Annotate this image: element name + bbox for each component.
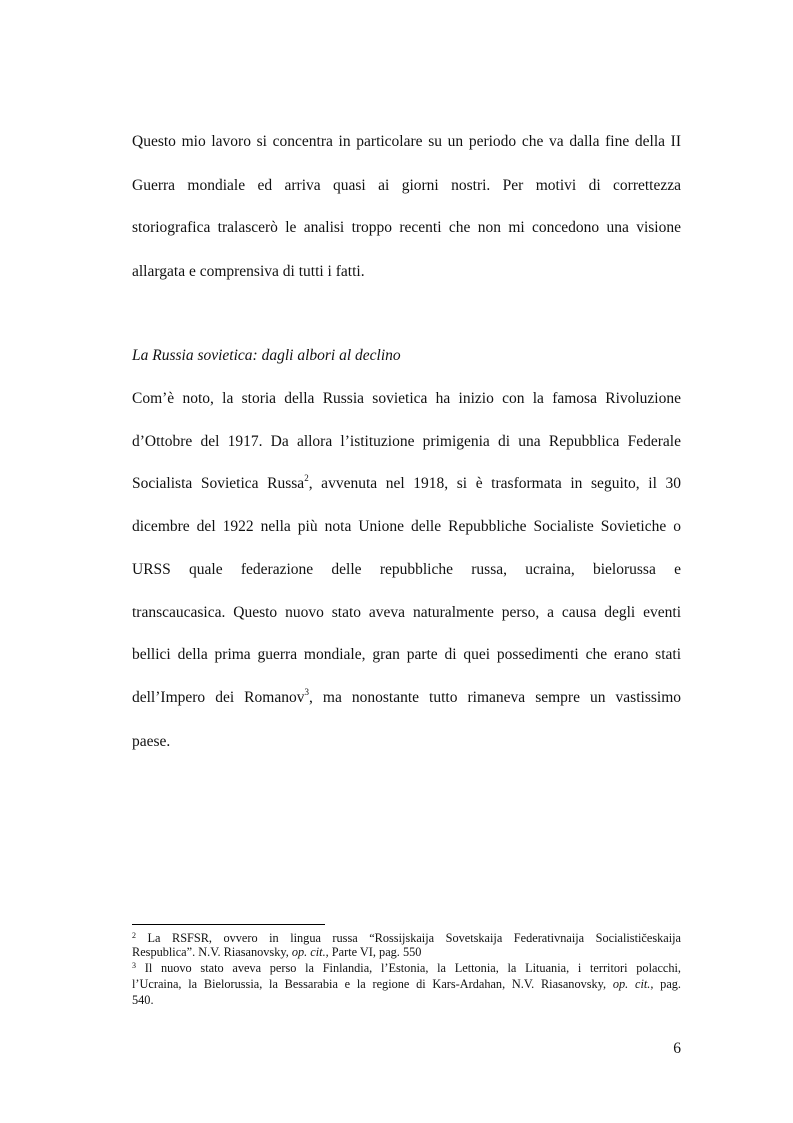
paragraph2-line-7: bellici della prima guerra mondiale, gran parte di quei possedimenti che erano stati: [132, 646, 681, 663]
paragraph2-line-8: [132, 688, 681, 708]
footnote-3-line-2: [132, 978, 681, 992]
paragraph2-line-1: Com’è noto, la storia della Russia sovietica ha inizio con la famosa Rivoluzione: [132, 390, 681, 407]
paragraph2-line-3-text-b: , avvenuta nel 1918, si è trasformata in seguito, il 30: [308, 475, 682, 492]
paragraph2-line-4: dicembre del 1922 nella più nota Unione delle Repubbliche Socialiste Sovietiche o: [132, 518, 681, 535]
footnote-2-text-2a: Respublica”. N.V. Riasanovsky,: [132, 945, 292, 959]
footnote-3-text-2a: l’Ucraina, la Bielorussia, la Bessarabia e la regione di Kars-Ardahan, N.V. Riasanovsky,: [132, 977, 613, 991]
paragraph1-line-2: Guerra mondiale ed arriva quasi ai giorni nostri. Per motivi di correttezza: [132, 177, 681, 194]
footnote-3-text-1: Il nuovo stato aveva perso la Finlandia, l’Estonia, la Lettonia, la Lituania, i territori polacchi,: [144, 961, 681, 975]
footnote-2-line-2: [132, 946, 681, 960]
paragraph1-line-3: storiografica tralascerò le analisi troppo recenti che non mi concedono una visione: [132, 219, 681, 236]
paragraph2-line-5: URSS quale federazione delle repubbliche russa, ucraina, bielorussa e: [132, 561, 681, 578]
paragraph1-line-1: Questo mio lavoro si concentra in particolare su un periodo che va dalla fine della II: [132, 133, 681, 150]
footnote-2-number: 2: [132, 931, 136, 940]
paragraph2-line-2: d’Ottobre del 1917. Da allora l’istituzione primigenia di una Repubblica Federale: [132, 433, 681, 450]
footnote-2-text-1: La RSFSR, ovvero in lingua russa “Rossijskaija Sovetskaija Federativnaija Socialističeskaija: [147, 931, 681, 945]
footnote-2-line-1: [132, 932, 681, 946]
footnote-3-line-1: [132, 962, 681, 976]
footnote-ref-3[interactable]: 3: [304, 686, 309, 697]
paragraph2-line-8-text-a: dell’Impero dei Romanov: [132, 689, 305, 706]
paragraph2-line-9: paese.: [132, 733, 171, 750]
footnote-2-text-2b: Parte VI, pag. 550: [328, 945, 422, 959]
page-number: 6: [673, 1040, 681, 1057]
paragraph2-line-8-text-b: , ma nonostante tutto rimaneva sempre un vastissimo: [308, 689, 682, 706]
footnote-3-text-2b: pag.: [653, 977, 682, 991]
footnote-separator: [132, 924, 325, 925]
footnote-3-cit: op. cit.,: [612, 977, 654, 991]
section-heading: La Russia sovietica: dagli albori al declino: [132, 347, 401, 364]
paragraph1-line-4: allargata e comprensiva di tutti i fatti.: [132, 263, 365, 280]
footnote-ref-2[interactable]: 2: [304, 472, 309, 483]
paragraph2-line-3-text-a: Socialista Sovietica Russa: [132, 475, 305, 492]
paragraph2-line-6: transcaucasica. Questo nuovo stato aveva naturalmente perso, a causa degli eventi: [132, 604, 681, 621]
paragraph2-line-3: [132, 474, 681, 494]
footnote-3-number: 3: [132, 961, 136, 970]
footnote-2-cit: op. cit.,: [291, 945, 329, 959]
footnote-3-line-3: 540.: [132, 993, 154, 1007]
